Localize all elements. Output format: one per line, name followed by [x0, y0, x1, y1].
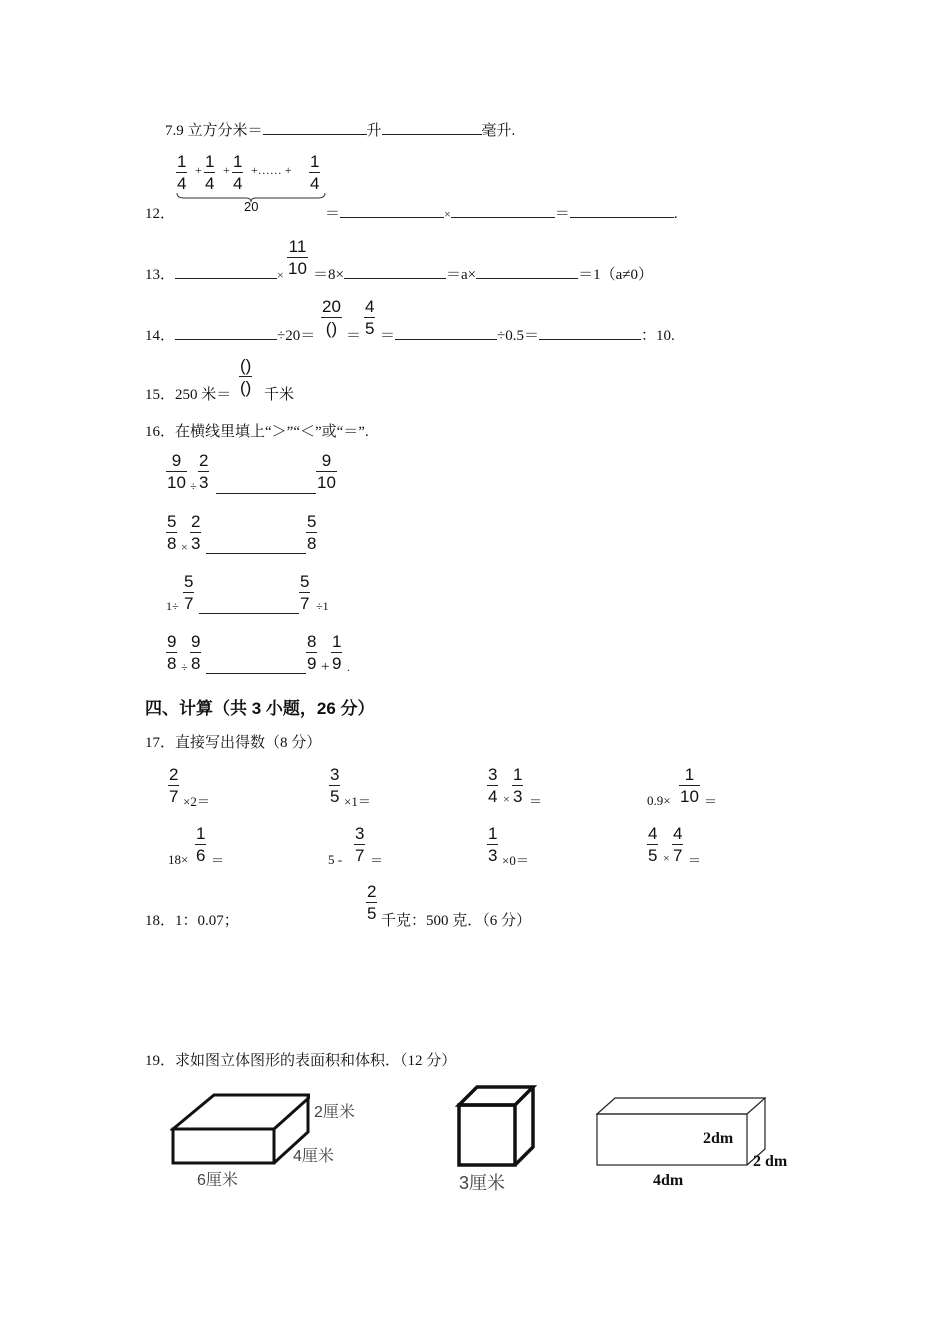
- q11-text-a: 7.9 立方分米＝: [165, 123, 263, 139]
- q11-blank-ml[interactable]: [382, 120, 482, 135]
- q13-blank-2[interactable]: [344, 264, 446, 279]
- cube-figure: [455, 1083, 537, 1169]
- q16-blank-3[interactable]: [199, 599, 299, 614]
- q12-frac-3: 1 4: [233, 152, 243, 193]
- q13-blank-3[interactable]: [476, 264, 578, 279]
- section-4-title: 四、计算（共 3 小题，26 分）: [145, 699, 375, 718]
- q12-blank-2[interactable]: [451, 203, 555, 218]
- fig3-height-label: 2dm: [703, 1130, 734, 1147]
- q17-item-2: 3 5: [330, 765, 340, 806]
- question-11: [165, 119, 515, 140]
- fig2-edge-label: 3厘米: [459, 1173, 506, 1193]
- q19-title: 19．求如图立体图形的表面积和体积．（12 分）: [145, 1053, 457, 1069]
- q14-blank-1[interactable]: [175, 325, 277, 340]
- q12-count: 20: [244, 199, 259, 214]
- q14-blank-3[interactable]: [539, 325, 641, 340]
- fig3-length-label: 4dm: [653, 1172, 684, 1189]
- q18-frac: 2 5: [367, 882, 377, 923]
- q12-frac-1: 1 4: [177, 152, 187, 193]
- q16-blank-2[interactable]: [206, 539, 306, 554]
- q17-item-1: 2 7: [169, 765, 179, 806]
- cuboid-figure-3: [595, 1096, 767, 1168]
- q17-item-4: 1 10: [680, 765, 699, 806]
- q13-frac: 11 10: [288, 237, 307, 278]
- q17-item-7: 1 3: [488, 824, 498, 865]
- q17-item-6: 3 7: [355, 824, 365, 865]
- q15-frac[interactable]: () (): [240, 356, 252, 397]
- q12-frac-4: 1 4: [310, 152, 320, 193]
- q16-blank-1[interactable]: [216, 479, 316, 494]
- q12-number: 12．: [145, 206, 176, 222]
- q11-text-c: 毫升.: [481, 123, 516, 139]
- q17-item-3: 3 4: [488, 765, 498, 806]
- q13-blank-1[interactable]: [175, 264, 277, 279]
- q16-blank-4[interactable]: [206, 659, 306, 674]
- q17-item-8: 4 5: [648, 824, 658, 865]
- q14-blank-2[interactable]: [395, 325, 497, 340]
- fig1-width-label: 4厘米: [293, 1148, 334, 1165]
- fig3-width-label: 2 dm: [753, 1153, 788, 1170]
- q11-text-b: 升: [366, 123, 382, 139]
- q17-title: 17．直接写出得数（8 分）: [145, 735, 322, 751]
- q12-blank-3[interactable]: [570, 203, 674, 218]
- fig1-length-label: 6厘米: [197, 1172, 238, 1189]
- cuboid-figure-1: [170, 1092, 310, 1168]
- q17-item-5: 1 6: [196, 824, 206, 865]
- fig1-height-label: 2厘米: [314, 1104, 355, 1121]
- q14-frac-2: 4 5: [365, 297, 375, 338]
- q11-blank-liters[interactable]: [263, 120, 367, 135]
- q12-frac-2: 1 4: [205, 152, 215, 193]
- q12-blank-1[interactable]: [340, 203, 444, 218]
- q14-frac-1: 20 (): [322, 297, 341, 338]
